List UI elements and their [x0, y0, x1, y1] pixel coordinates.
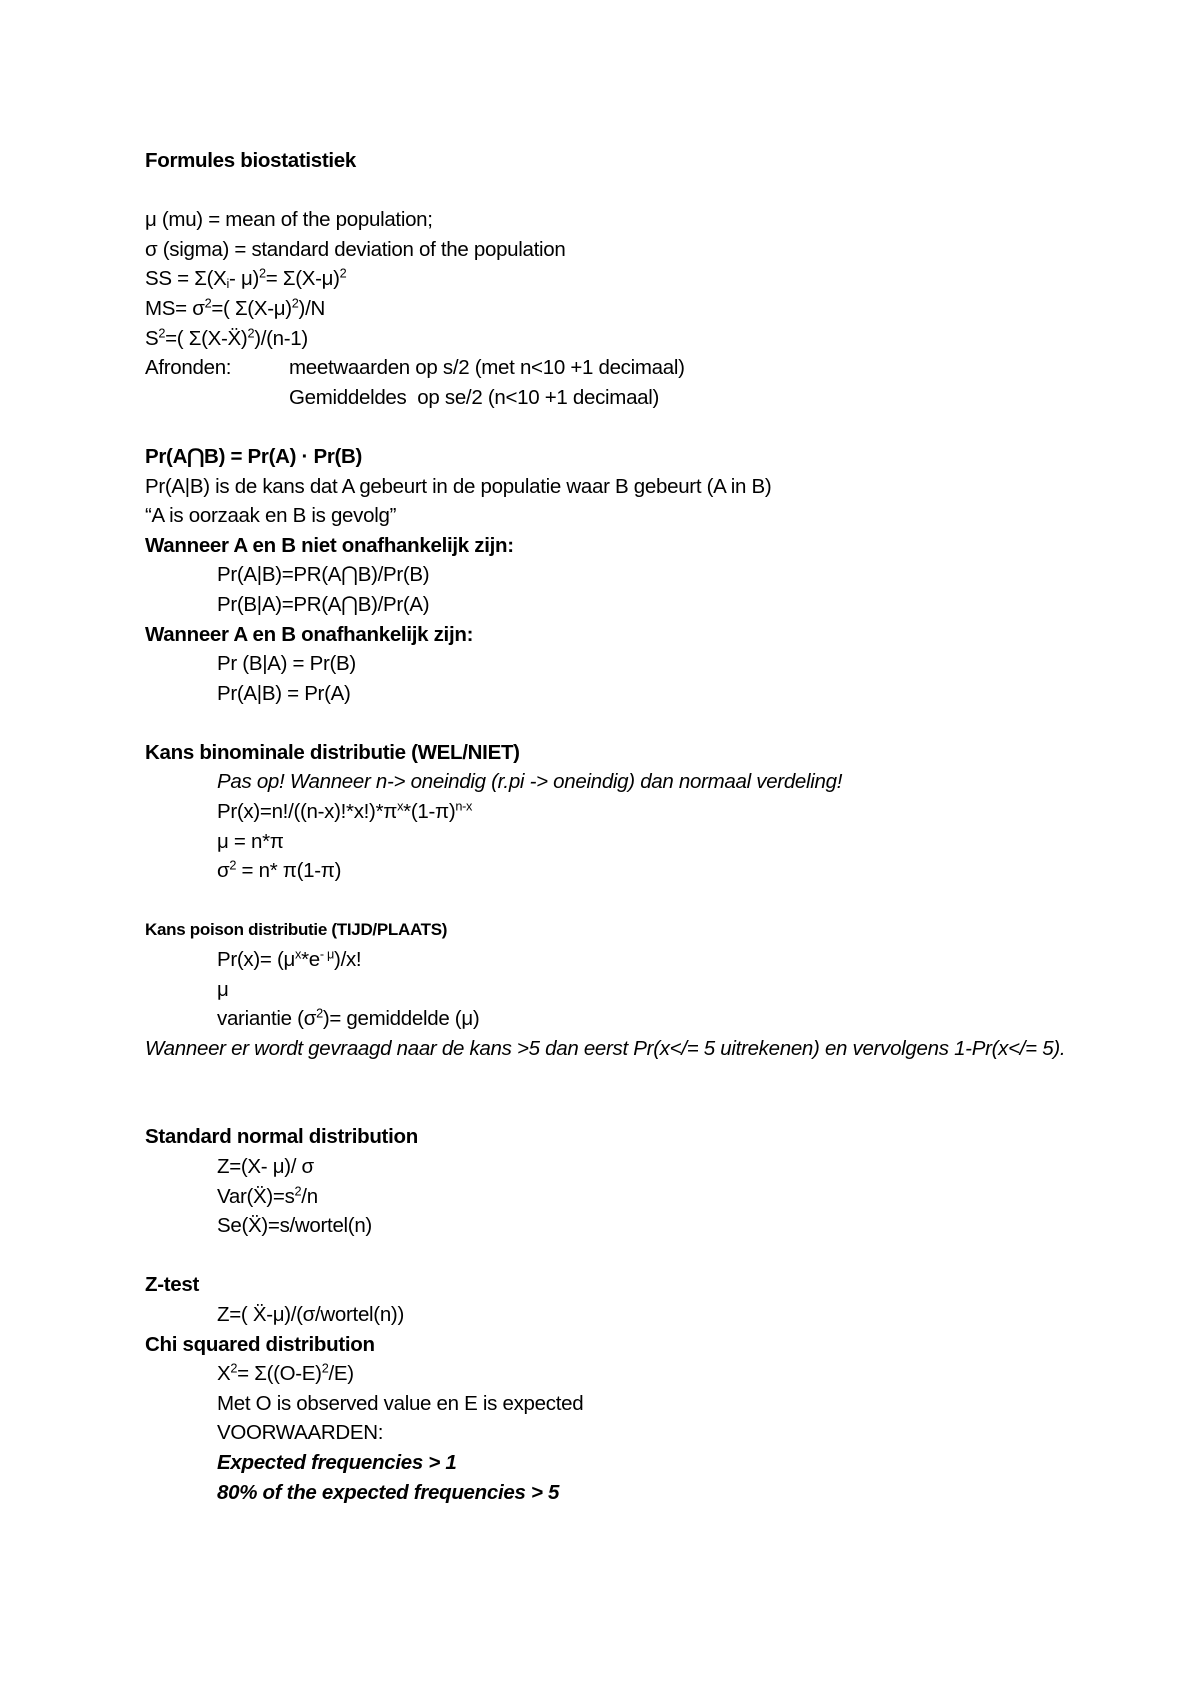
- conditional-description: Pr(A|B) is de kans dat A gebeurt in de populatie waar B gebeurt (A in B): [145, 474, 772, 498]
- document-body: [145, 146, 1145, 1507]
- independent-formula-2: Pr(A|B) = Pr(A): [217, 681, 351, 705]
- poisson-variance: variantie $(\sigma^2)=$ gemiddelde (μ): [217, 1005, 480, 1031]
- normal-z-formula: Z=(X- μ)/ σ: [217, 1155, 314, 1178]
- ztest-formula: Z=( Ẍ-μ)/(σ/wortel(n)): [217, 1302, 404, 1326]
- ss-formula: SS = $\Sigma(X_i-$ $\mu)^2= \Sigma(X-\mu)^2$: [145, 265, 347, 292]
- afronden-line-1: Afronden: meetwaarden op s/2 (met n<10 +1 decimaal): [145, 353, 1145, 383]
- sigma-definition: σ (sigma) = standard deviation of the population: [145, 237, 566, 261]
- mu-definition: μ (mu) = mean of the population;: [145, 208, 433, 232]
- poisson-heading: Kans poison distributie (TIJD/PLAATS): [145, 920, 448, 940]
- document-title: Formules biostatistiek: [145, 149, 356, 172]
- cause-effect-quote: “A is oorzaak en B is gevolg”: [145, 504, 397, 528]
- chi-conditions-label: VOORWAARDEN:: [217, 1421, 384, 1445]
- s2-formula: $S^2=$( Σ(X-Ẍ)$^2$)/(n-1): [145, 324, 308, 350]
- poisson-mean: μ: [217, 977, 229, 1001]
- poisson-formula: $Pr(x)= (\mu^x*e^{- \mu})/x$!: [217, 946, 362, 972]
- chi-description: Met O is observed value en E is expected: [217, 1391, 584, 1415]
- chi-formula: $X^2= \Sigma((O-E)^2/E)$: [217, 1360, 354, 1386]
- binomial-note: Pas op! Wanneer n-> oneindig (r.pi -> oneindig) dan normaal verdeling!: [217, 770, 843, 794]
- afronden-line-2: Gemiddeldes op se/2 (n<10 +1 decimaal): [289, 385, 660, 409]
- normal-se-formula: Se(Ẍ)=s/wortel(n): [217, 1214, 372, 1238]
- ztest-heading: Z-test: [145, 1273, 200, 1297]
- binomial-heading: Kans binominale distributie (WEL/NIET): [145, 740, 520, 764]
- normal-heading: Standard normal distribution: [145, 1125, 418, 1149]
- dependent-formula-2: Pr(B|A)=PR(A⋂B)/Pr(A): [217, 592, 430, 616]
- normal-var-formula: $Var(Ẍ)=s^2/n$: [217, 1182, 318, 1208]
- dependent-heading: Wanneer A en B niet onafhankelijk zijn:: [145, 533, 514, 557]
- ms-formula: $MS= \sigma^2=$( $\Sigma(X-\mu)^2)/N$: [145, 295, 325, 320]
- chi-heading: Chi squared distribution: [145, 1332, 375, 1356]
- dependent-formula-1: Pr(A|B)=PR(A⋂B)/Pr(B): [217, 563, 430, 587]
- chi-condition-1: Expected frequencies > 1: [217, 1450, 457, 1474]
- afronden-label: Afronden:: [145, 356, 232, 380]
- independent-formula-1: Pr (B|A) = Pr(B): [217, 652, 356, 676]
- poisson-note: Wanneer er wordt gevraagd naar de kans >5 dan eerst Pr(x</= 5 uitrekenen) en vervolgens 1-Pr(x</= 5).: [145, 1036, 1066, 1060]
- independent-heading: Wanneer A en B onafhankelijk zijn:: [145, 622, 474, 646]
- intersection-heading: Pr(A⋂B) = Pr(A) · Pr(B): [145, 444, 363, 468]
- binomial-variance: $\sigma^2 = n*$ π(1-π): [217, 857, 342, 883]
- binomial-mean: μ = n*π: [217, 829, 284, 853]
- chi-condition-2: 80% of the expected frequencies > 5: [217, 1480, 560, 1504]
- binomial-formula: $Pr(x)=n!/((n-x)!*x!)*\pi^x*(1-\pi)^{n-x}$: [217, 798, 473, 824]
